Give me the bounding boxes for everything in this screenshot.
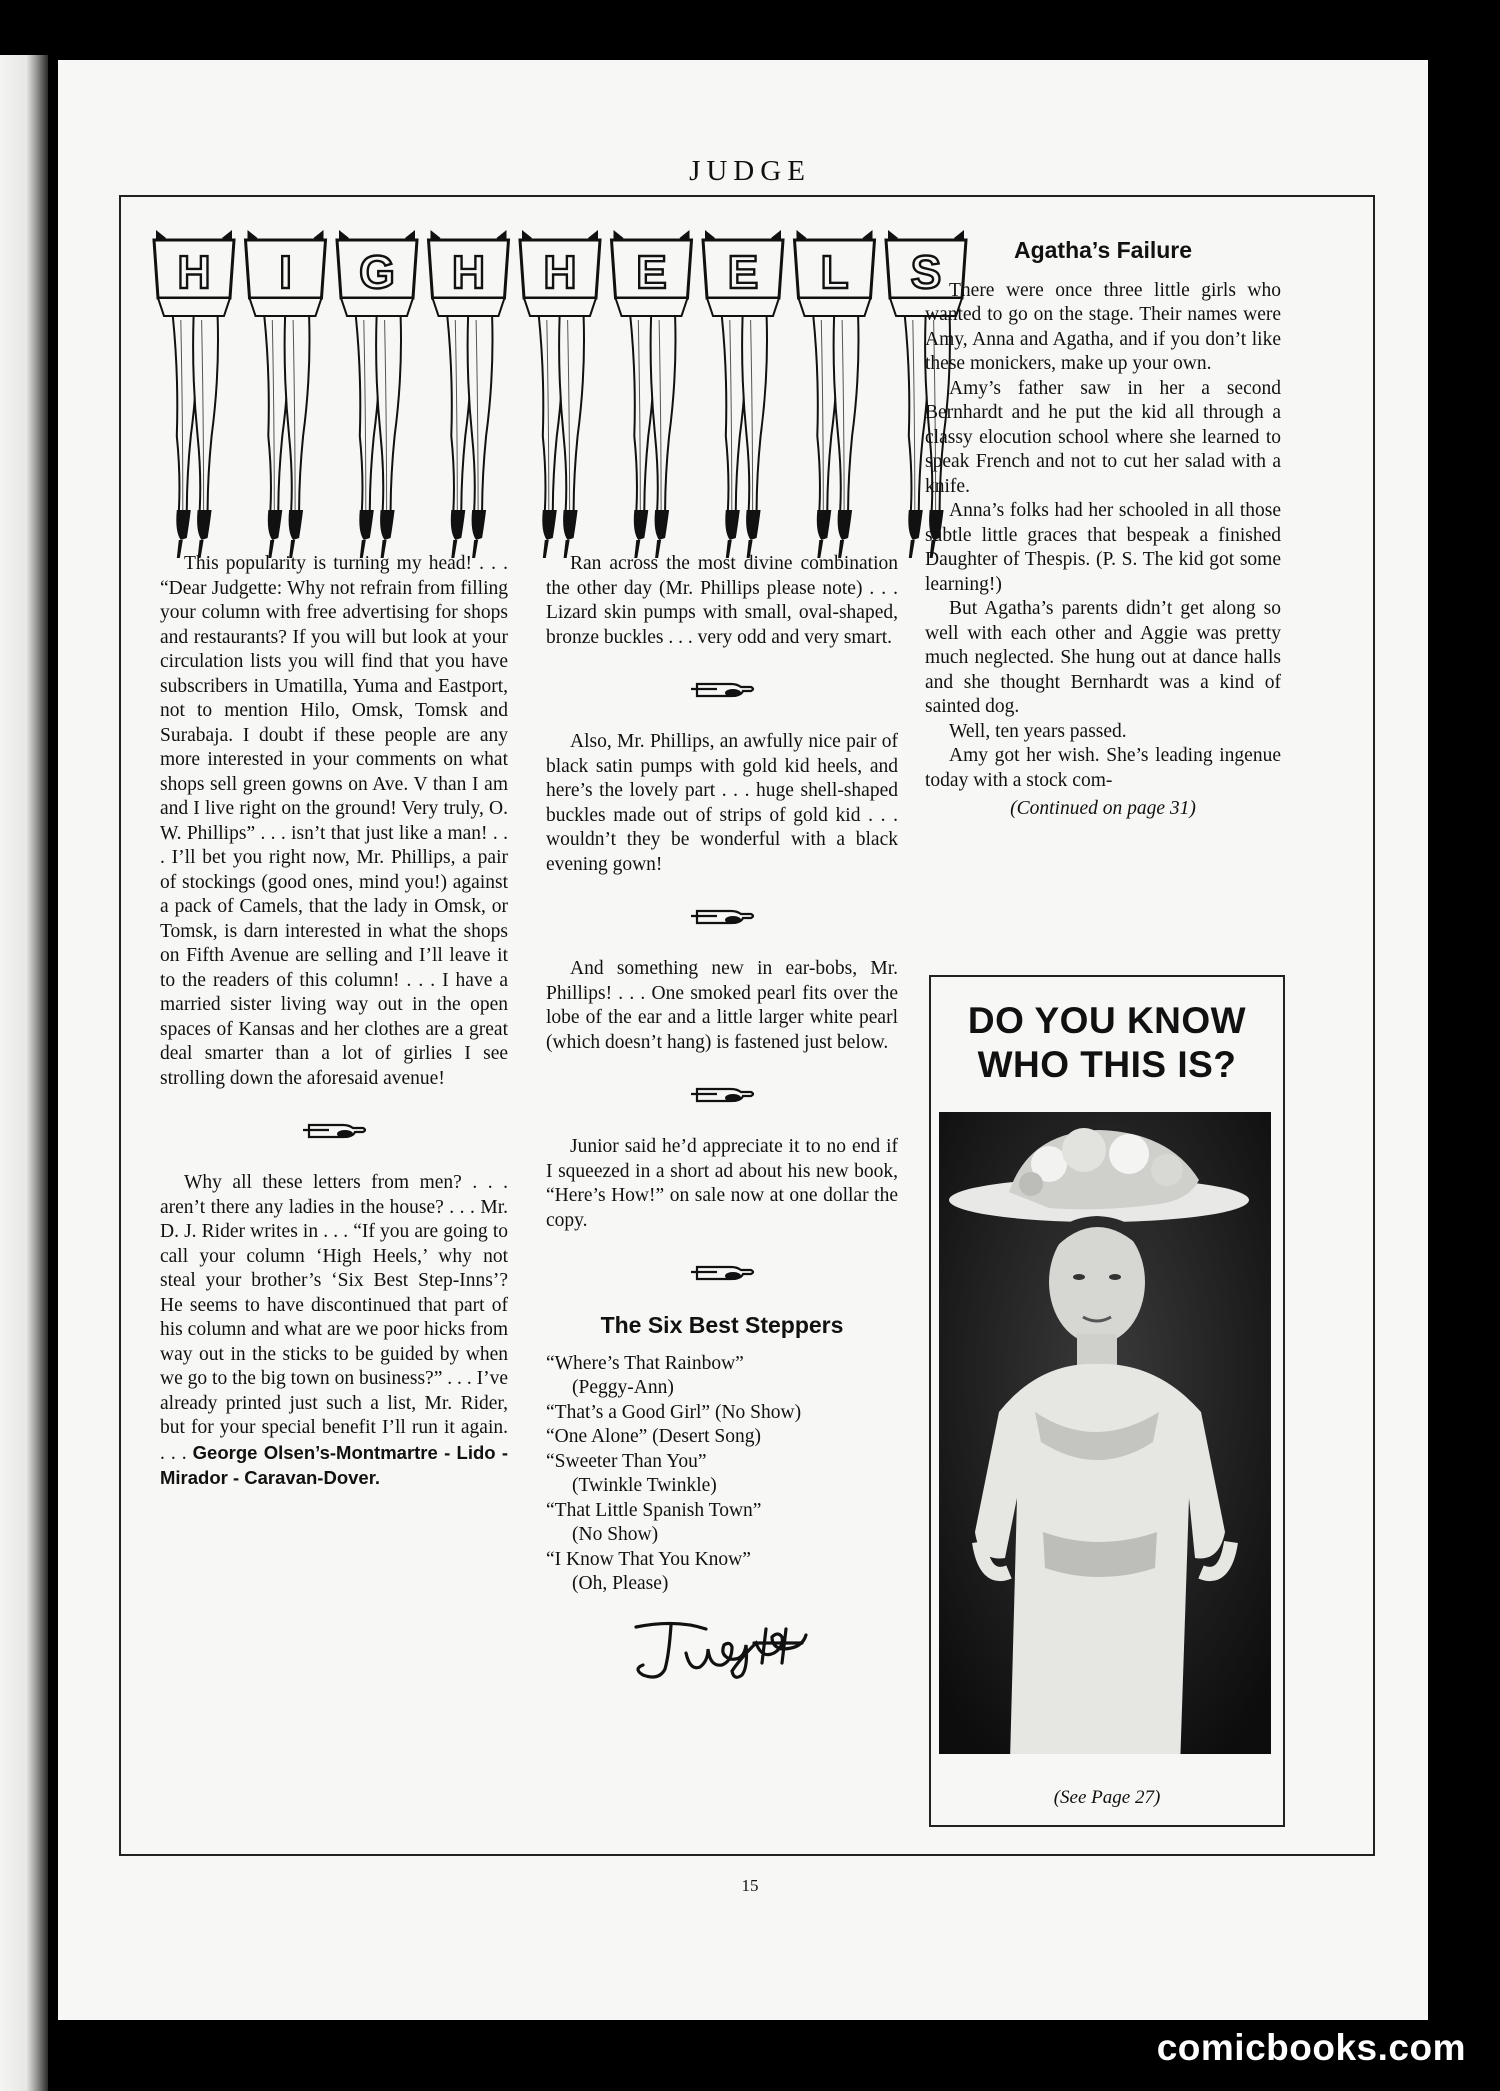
paragraph-satin-pumps: Also, Mr. Phillips, an awfully nice pair of black satin pumps with gold kid heels, and here’s the lovely part . . . huge shell-shaped buckles made out of strips of gold kid . . . wouldn’t they be wonderful with a black evening gown! bbox=[546, 731, 898, 875]
portrait-photo bbox=[939, 1112, 1271, 1754]
paragraph-agatha: But Agatha’s parents didn’t get along so well with each other and Aggie was pretty much neglected. She hung out at dance halls and she thought Bernhardt was a kind of sainted dog. bbox=[925, 598, 1281, 717]
paragraph-letters-from-men: Why all these letters from men? . . . aren’t there any ladies in the house? . . . Mr. D. J. Rider writes in . . . “If you are going to call your column ‘High Heels,’ why not steal your brother’s ‘Six Best Step-Inns’? He seems to have discontinued that part of his column and what are we poor hicks from way out in the sticks to be guided by when we go to the big town on business?” . . . I’ve already printed just such a list, Mr. Rider, but for your special benefit I’ll run it again. . . . George Olsen’s-Montmartre - Lido - Mirador - Caravan-Dover. bbox=[160, 1172, 508, 1488]
journal-title: JUDGE bbox=[689, 155, 811, 187]
stepper-line: “That’s a Good Girl” (No Show) bbox=[546, 1401, 802, 1423]
pointing-hand-icon bbox=[689, 1259, 755, 1285]
banner-letter-card bbox=[429, 230, 509, 558]
banner-letter-card bbox=[703, 230, 783, 558]
stepper-line: (Peggy-Ann) bbox=[572, 1377, 674, 1398]
paragraph-agatha: Amy’s father saw in her a second Bernhardt and he put the kid all through a classy elocution school where she learned to speak French and not to cut her salad with a knife. bbox=[925, 377, 1281, 497]
paragraph-agatha: Anna’s folks had her schooled in all those subtle little graces that bespeak a finished Daughter of Thespis. (P. S. The kid got some learning!) bbox=[925, 500, 1281, 595]
agatha-heading: Agatha’s Failure bbox=[1013, 237, 1193, 263]
high-heels-banner bbox=[150, 222, 971, 562]
column-letters bbox=[160, 552, 508, 1492]
paragraph-junior-book: Junior said he’d appreciate it to no end if I squeezed in a short ad about his new book, “Here’s How!” on sale now at one dollar the copy. bbox=[546, 1136, 898, 1231]
paragraph-agatha: There were once three little girls who wanted to go on the stage. Their names were Amy, Anna and Agatha, and if you don’t like these monickers, make up your own. bbox=[925, 279, 1281, 374]
photo-caption: (See Page 27) bbox=[1053, 1787, 1161, 1808]
pointing-hand-icon bbox=[301, 1117, 367, 1143]
page-binding-edge bbox=[0, 55, 48, 2091]
who-is-this-box bbox=[929, 975, 1285, 1827]
continued-note: (Continued on page 31) bbox=[1010, 798, 1196, 819]
column-agathas-failure bbox=[925, 238, 1281, 822]
restaurant-list: George Olsen’s-Montmartre - Lido - Mirador - Caravan-Dover. bbox=[160, 1441, 508, 1488]
banner-letter: H bbox=[451, 246, 486, 298]
paragraph-popularity: This popularity is turning my head! . . . “Dear Judgette: Why not refrain from filling your column with free advertising for shops and restaurants? If you will but look at your circulation lists you will find that you have subscribers in Umatilla, Yuma and Eastport, not to mention Hilo, Omsk, Tomsk and Surabaja. I doubt if these people are any more interested in your comments on what shops sell green gowns on Ave. V than I am and I live right on the ground! Very truly, O. W. Phillips” . . . isn’t that just like a man! . . . I’ll bet you right now, Mr. Phillips, a pair of stockings (good ones, mind you!) against a pack of Camels, that the lady in Omsk, or Tomsk, is darn interested in what the shops on Fifth Avenue are selling and I’ll leave it to the readers of this column! . . . I have a married sister living way out in the open spaces of Kansas and her clothes are a great deal smarter than a lot of girlies I see strolling down the aforesaid avenue! bbox=[160, 553, 508, 1089]
column-shopping bbox=[546, 552, 898, 1685]
banner-letter: L bbox=[820, 246, 849, 298]
banner-letter: G bbox=[359, 246, 395, 298]
banner-letter: I bbox=[279, 246, 292, 298]
stepper-line: “Sweeter Than You” bbox=[546, 1450, 707, 1472]
page-number: 15 bbox=[741, 1876, 759, 1895]
stepper-line: (No Show) bbox=[572, 1524, 659, 1545]
banner-letter: H bbox=[177, 246, 211, 298]
stepper-line: “One Alone” (Desert Song) bbox=[546, 1426, 761, 1447]
paragraph-agatha: Well, ten years passed. bbox=[949, 720, 1127, 742]
stepper-line: (Oh, Please) bbox=[572, 1573, 669, 1594]
stepper-line: “I Know That You Know” bbox=[546, 1548, 751, 1570]
pointing-hand-icon bbox=[689, 903, 755, 929]
banner-letter: S bbox=[910, 246, 942, 298]
banner-letter-card bbox=[337, 230, 417, 558]
pointing-hand-icon bbox=[689, 676, 755, 702]
banner-letter-card bbox=[154, 230, 234, 558]
paragraph-ear-bobs: And something new in ear-bobs, Mr. Phillips! . . . One smoked pearl fits over the lobe of the ear and a little larger white pearl (which doesn’t hang) is fastened just below. bbox=[546, 958, 898, 1053]
paragraph-agatha: Amy got her wish. She’s leading ingenue today with a stock com- bbox=[925, 745, 1281, 791]
watermark: comicbooks.com bbox=[1156, 2027, 1466, 2068]
banner-letter-card bbox=[612, 230, 692, 558]
pointing-hand-icon bbox=[689, 1081, 755, 1107]
stepper-line: “That Little Spanish Town” bbox=[546, 1499, 762, 1521]
banner-letter-card bbox=[520, 230, 600, 558]
banner-letter: E bbox=[727, 246, 759, 298]
steppers-heading: The Six Best Steppers bbox=[600, 1312, 844, 1338]
stepper-line: (Twinkle Twinkle) bbox=[572, 1475, 717, 1496]
stepper-line: “Where’s That Rainbow” bbox=[546, 1352, 744, 1374]
paragraph-lizard-pumps: Ran across the most divine combination the other day (Mr. Phillips please note) . . . Lizard skin pumps with small, oval-shaped, bronze buckles . . . very odd and very smart. bbox=[546, 553, 898, 648]
banner-letter-card bbox=[795, 230, 875, 558]
judgette-signature bbox=[616, 1615, 846, 1685]
banner-letter: E bbox=[636, 246, 667, 298]
banner-letter-card bbox=[246, 230, 326, 558]
banner-letter: H bbox=[543, 246, 577, 298]
quiz-title: DO YOU KNOW WHO THIS IS? bbox=[967, 1000, 1247, 1085]
